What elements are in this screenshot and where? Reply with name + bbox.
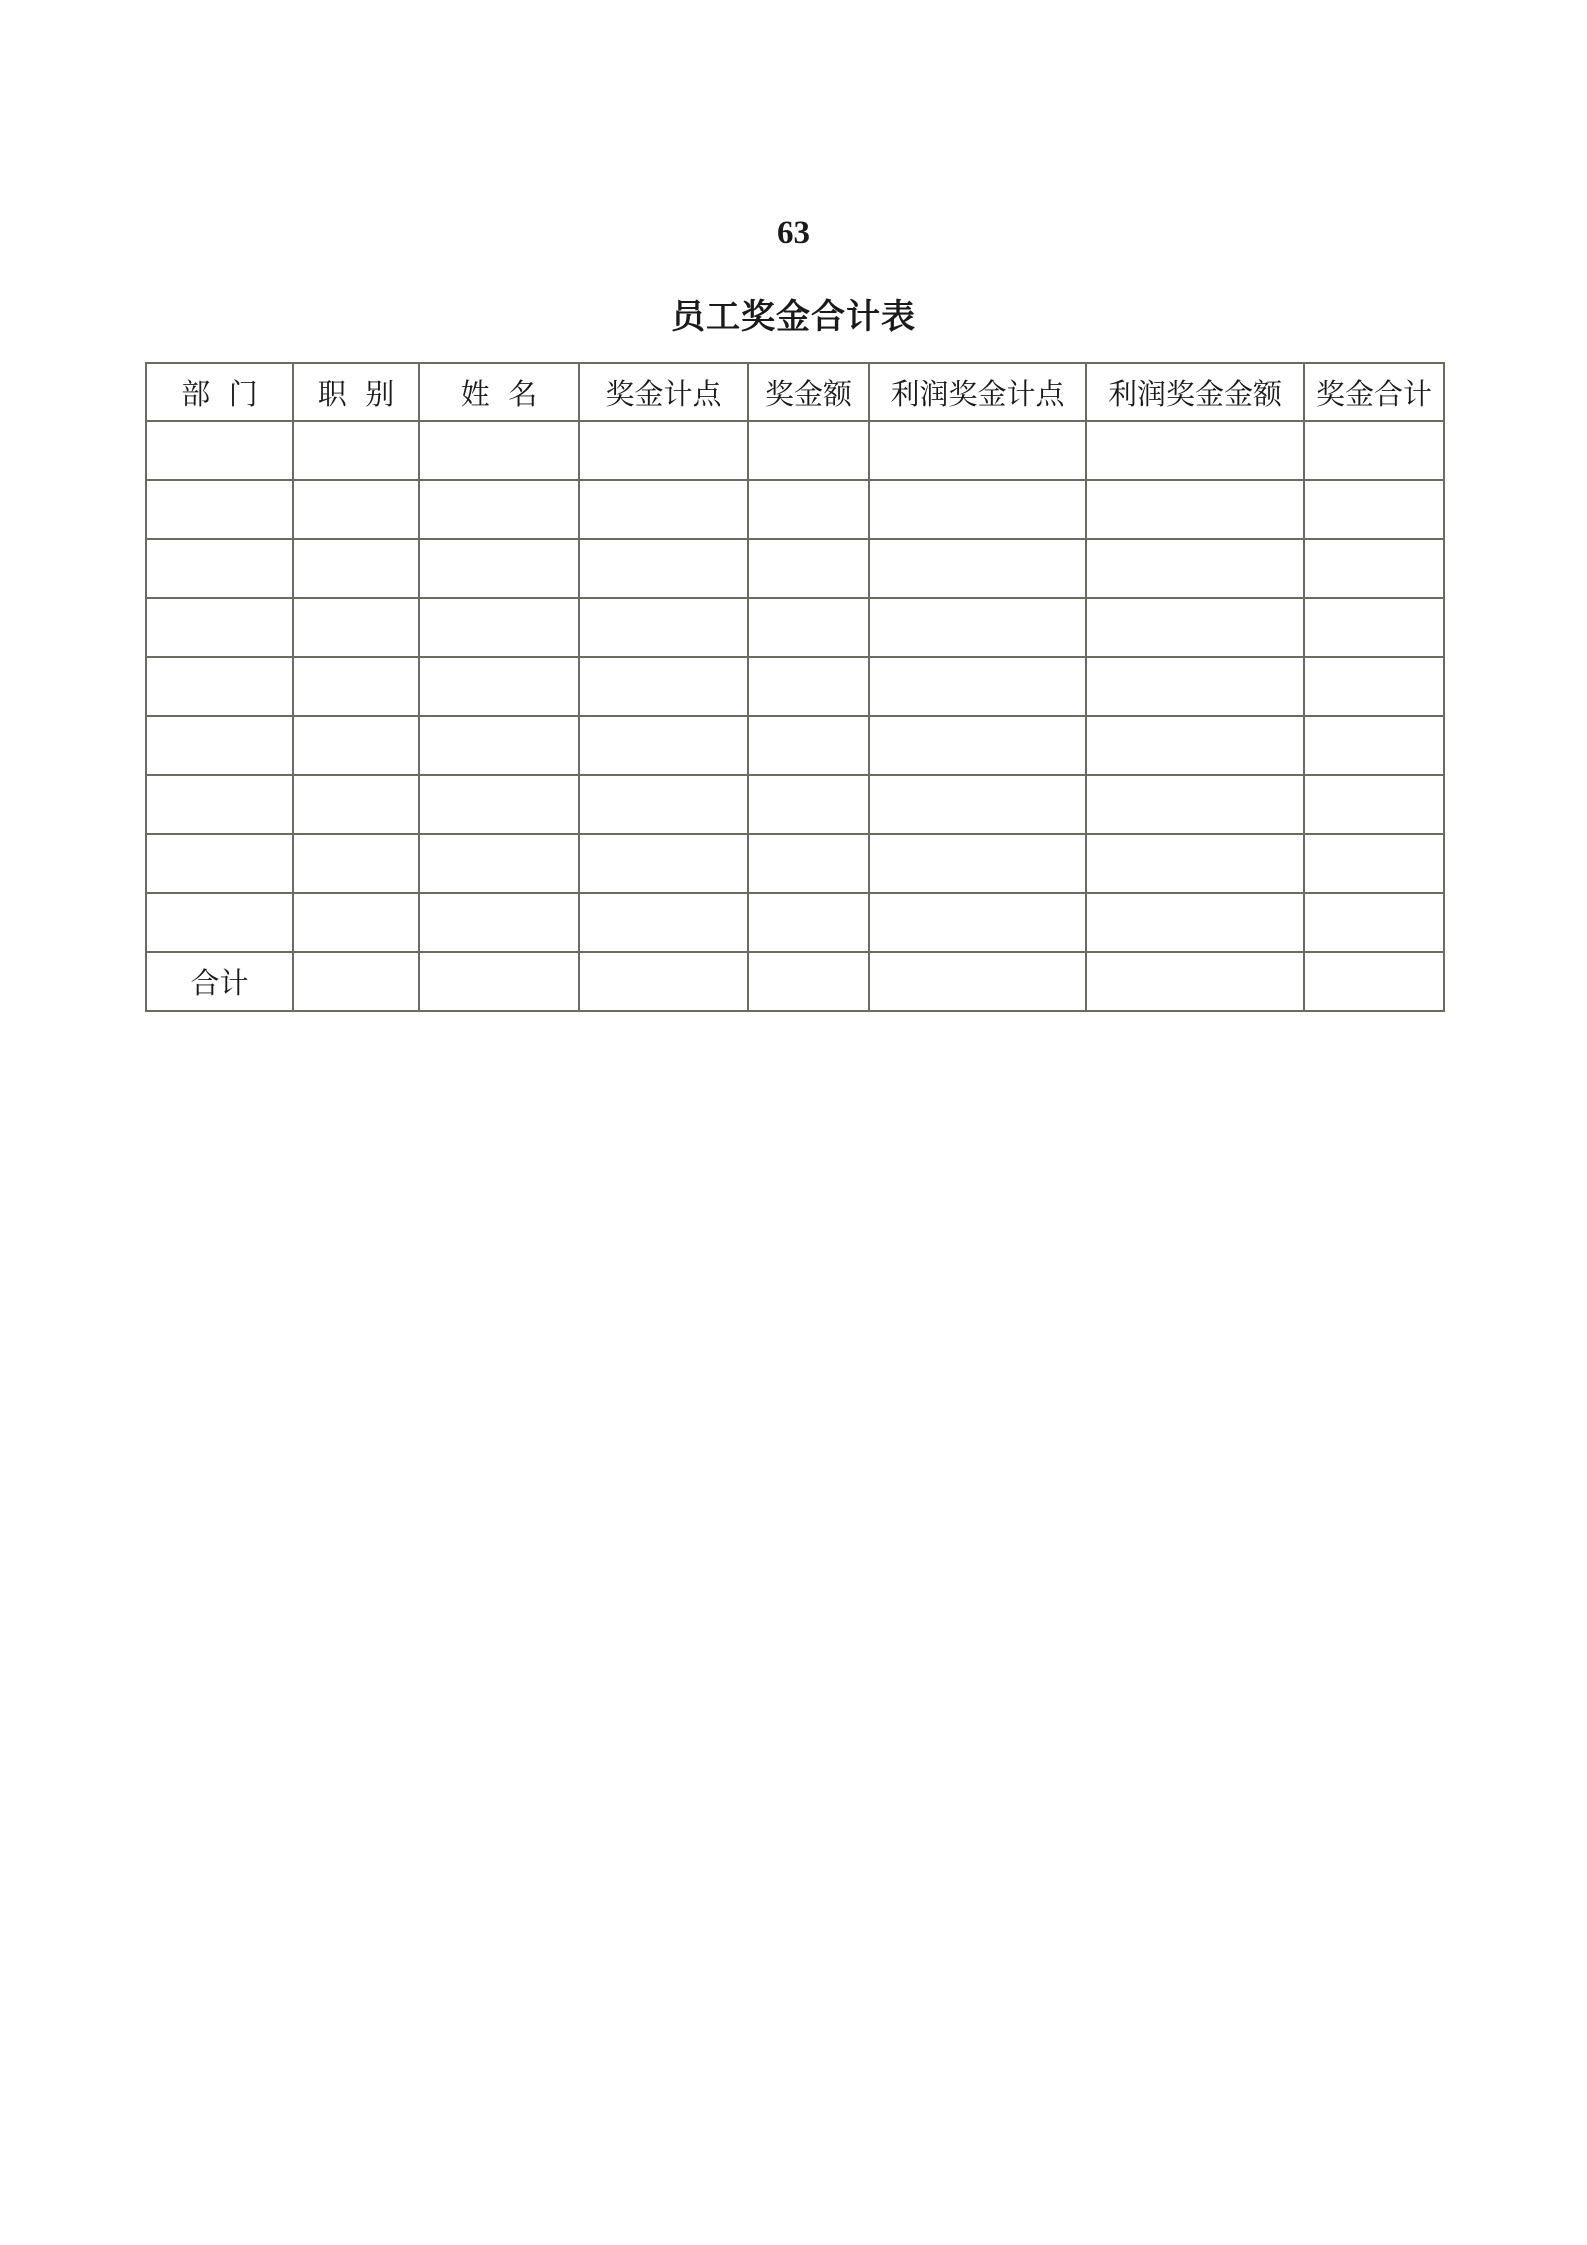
header-name: 姓 名 (419, 363, 579, 421)
table-cell (146, 539, 293, 598)
table-row (146, 893, 1444, 952)
table-cell (579, 421, 748, 480)
table-row (146, 775, 1444, 834)
table-cell (579, 775, 748, 834)
table-cell (1086, 893, 1304, 952)
table-cell (1304, 480, 1444, 539)
table-row (146, 657, 1444, 716)
header-profit-bonus-amount: 利润奖金金额 (1086, 363, 1304, 421)
table-cell (419, 539, 579, 598)
table-cell (1086, 539, 1304, 598)
table-cell (579, 952, 748, 1011)
document-title: 员工奖金合计表 (671, 297, 916, 337)
header-profit-bonus-points: 利润奖金计点 (869, 363, 1086, 421)
table-cell (869, 539, 1086, 598)
table-cell (1086, 598, 1304, 657)
table-cell (869, 716, 1086, 775)
table-cell (1086, 716, 1304, 775)
table-cell (146, 657, 293, 716)
table-cell (1086, 480, 1304, 539)
table-cell (293, 893, 419, 952)
table-cell (1304, 834, 1444, 893)
table-cell (1304, 598, 1444, 657)
table-cell (579, 657, 748, 716)
table-cell (1086, 775, 1304, 834)
table-cell (579, 598, 748, 657)
table-cell (293, 952, 419, 1011)
table-cell (869, 480, 1086, 539)
table-cell (748, 893, 869, 952)
table-row (146, 716, 1444, 775)
table-body (146, 421, 1444, 1011)
table-cell (146, 480, 293, 539)
table-cell (1304, 775, 1444, 834)
table-cell (869, 598, 1086, 657)
table-row (146, 480, 1444, 539)
table-row (146, 539, 1444, 598)
table-cell (419, 893, 579, 952)
table-cell (293, 598, 419, 657)
table-cell (1304, 716, 1444, 775)
table-cell (748, 716, 869, 775)
table-cell (419, 775, 579, 834)
table-cell (1304, 421, 1444, 480)
table-cell (419, 952, 579, 1011)
table-cell (146, 421, 293, 480)
footer-row (146, 952, 1444, 1011)
table-cell (419, 480, 579, 539)
table-cell (748, 657, 869, 716)
table-cell (579, 834, 748, 893)
table-cell (1304, 893, 1444, 952)
table-cell (293, 657, 419, 716)
table-cell (579, 893, 748, 952)
table-cell (1304, 657, 1444, 716)
table-cell (1304, 539, 1444, 598)
table-cell (869, 775, 1086, 834)
table-cell (419, 598, 579, 657)
table-cell (1304, 952, 1444, 1011)
table-cell (748, 539, 869, 598)
table-cell (293, 480, 419, 539)
page-number: 63 (777, 215, 810, 251)
header-bonus-amount: 奖金额 (748, 363, 869, 421)
table-row (146, 598, 1444, 657)
header-row (146, 363, 1444, 421)
table-cell (748, 952, 869, 1011)
table-cell (748, 598, 869, 657)
header-bonus-total: 奖金合计 (1304, 363, 1444, 421)
table-cell (293, 421, 419, 480)
table-cell (579, 539, 748, 598)
table-cell (869, 657, 1086, 716)
table-cell (748, 834, 869, 893)
table-cell (293, 539, 419, 598)
footer-total-label: 合计 (146, 952, 293, 1011)
table-cell (748, 480, 869, 539)
table-cell (1086, 834, 1304, 893)
table-cell (293, 834, 419, 893)
table-cell (146, 834, 293, 893)
table-cell (146, 716, 293, 775)
header-department: 部 门 (146, 363, 293, 421)
header-position: 职 别 (293, 363, 419, 421)
table-cell (1086, 952, 1304, 1011)
table-row (146, 421, 1444, 480)
table-row (146, 834, 1444, 893)
table-cell (1086, 657, 1304, 716)
table-cell (419, 421, 579, 480)
table-cell (146, 598, 293, 657)
table-cell (869, 834, 1086, 893)
table-cell (869, 421, 1086, 480)
table-cell (419, 834, 579, 893)
table-cell (293, 716, 419, 775)
table-cell (146, 893, 293, 952)
table-cell (748, 421, 869, 480)
table-cell (579, 716, 748, 775)
bonus-summary-table (145, 362, 1445, 1012)
table-cell (869, 952, 1086, 1011)
table-cell (1086, 421, 1304, 480)
header-bonus-points: 奖金计点 (579, 363, 748, 421)
table-cell (146, 775, 293, 834)
table-cell (748, 775, 869, 834)
table-cell (419, 657, 579, 716)
table-cell (293, 775, 419, 834)
table-cell (579, 480, 748, 539)
table-cell (419, 716, 579, 775)
table-cell (869, 893, 1086, 952)
